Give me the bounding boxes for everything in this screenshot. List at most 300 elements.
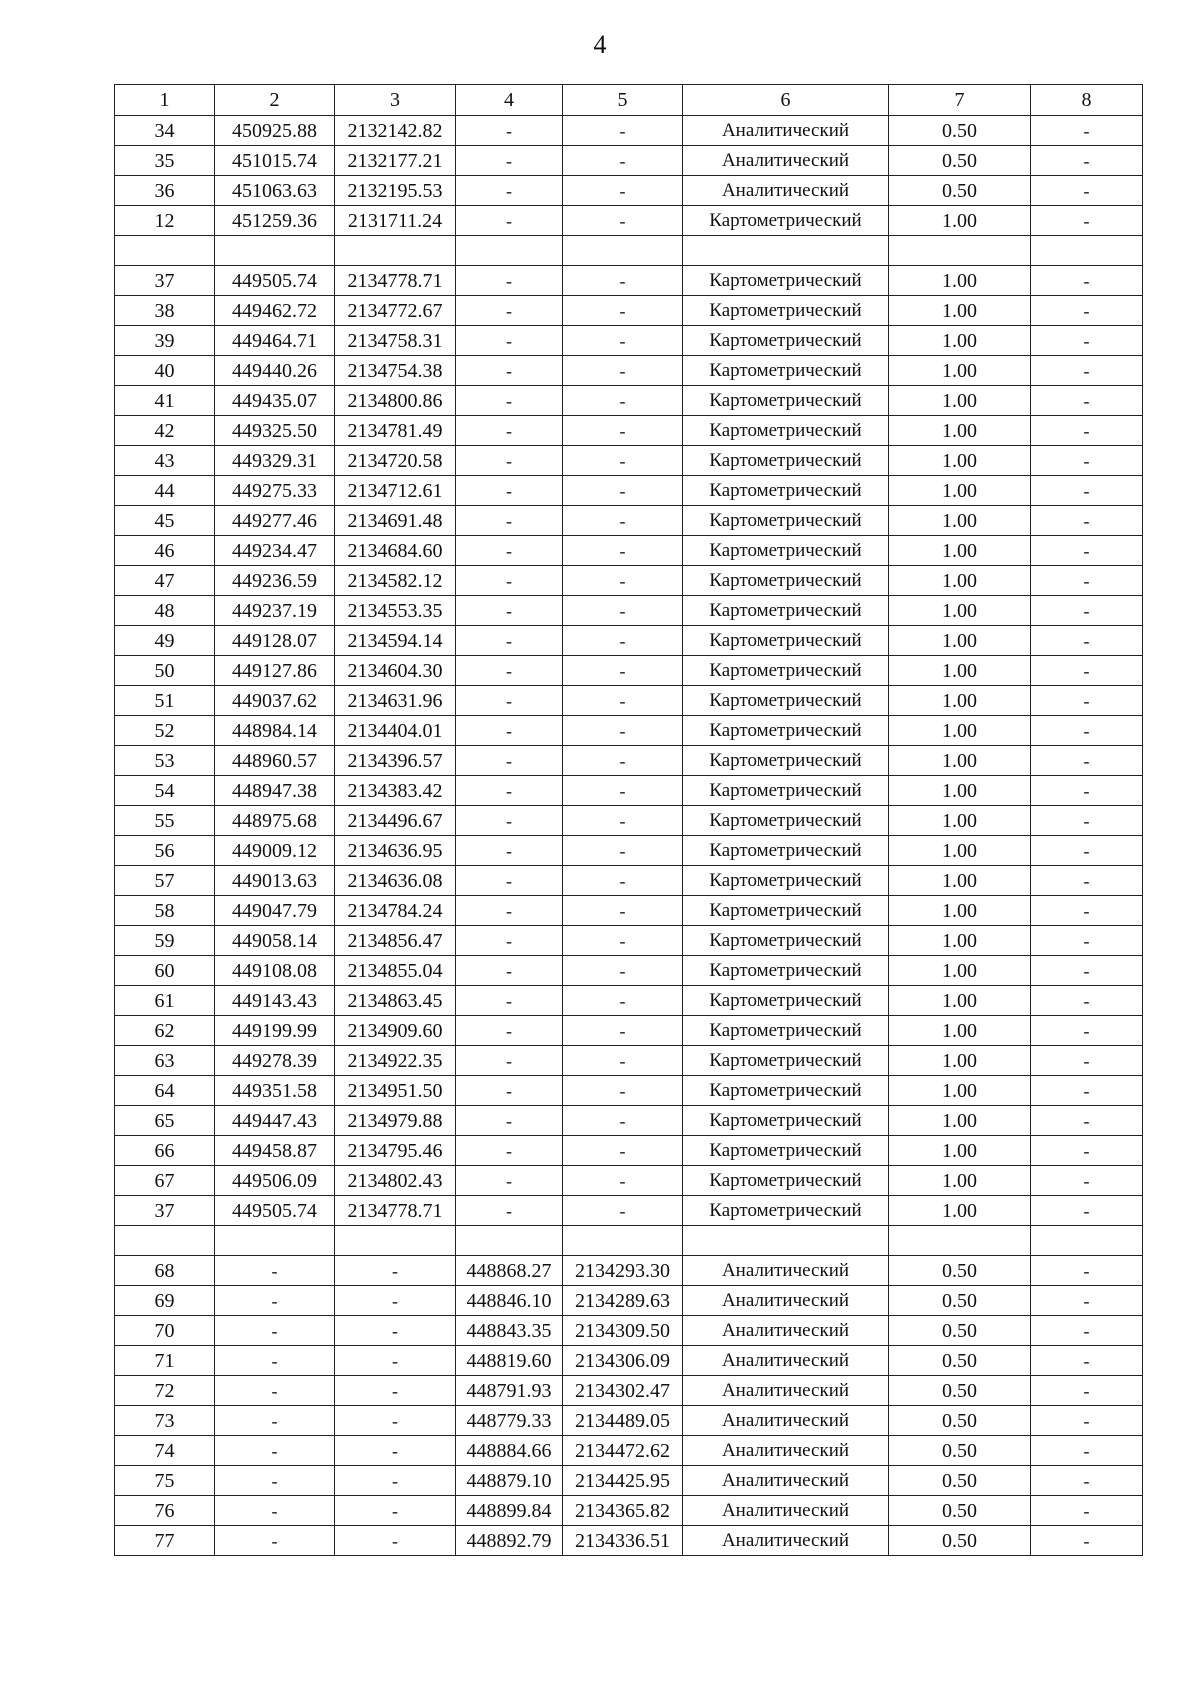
cell-accuracy: 1.00 — [889, 1166, 1031, 1196]
cell-point-number: 58 — [115, 896, 215, 926]
cell-y-new: - — [563, 896, 683, 926]
cell-accuracy: 1.00 — [889, 626, 1031, 656]
cell-y-existing: 2134856.47 — [335, 926, 456, 956]
table-row — [115, 1436, 1143, 1466]
cell-y-new: 2134293.30 — [563, 1256, 683, 1286]
cell-y-existing: 2134863.45 — [335, 986, 456, 1016]
cell-x-existing: 449329.31 — [215, 446, 335, 476]
cell-method: Картометрический — [683, 776, 889, 806]
cell-accuracy: 0.50 — [889, 1406, 1031, 1436]
cell-y-new: - — [563, 1106, 683, 1136]
cell-accuracy: 0.50 — [889, 1256, 1031, 1286]
cell-x-new: - — [456, 1106, 563, 1136]
table-row — [115, 1226, 1143, 1256]
cell-accuracy: 1.00 — [889, 326, 1031, 356]
table-row — [115, 386, 1143, 416]
cell-y-existing: 2134553.35 — [335, 596, 456, 626]
cell-y-existing: 2134800.86 — [335, 386, 456, 416]
cell-point-number: 53 — [115, 746, 215, 776]
column-header-6: 6 — [683, 85, 889, 116]
cell-point-number: 42 — [115, 416, 215, 446]
cell-accuracy — [889, 1226, 1031, 1256]
cell-x-existing: 449108.08 — [215, 956, 335, 986]
cell-method — [683, 236, 889, 266]
cell-x-new: - — [456, 656, 563, 686]
cell-point-number: 44 — [115, 476, 215, 506]
cell-method: Картометрический — [683, 716, 889, 746]
cell-x-existing: 449435.07 — [215, 386, 335, 416]
cell-y-existing: 2134758.31 — [335, 326, 456, 356]
cell-accuracy: 0.50 — [889, 1316, 1031, 1346]
header-row — [115, 85, 1143, 116]
cell-y-existing: 2134855.04 — [335, 956, 456, 986]
cell-note — [1031, 236, 1143, 266]
cell-y-new — [563, 236, 683, 266]
cell-accuracy: 1.00 — [889, 1196, 1031, 1226]
cell-accuracy: 1.00 — [889, 716, 1031, 746]
cell-point-number: 12 — [115, 206, 215, 236]
cell-method: Картометрический — [683, 566, 889, 596]
cell-x-new: - — [456, 146, 563, 176]
cell-x-existing: 448984.14 — [215, 716, 335, 746]
cell-x-existing: - — [215, 1496, 335, 1526]
cell-point-number: 43 — [115, 446, 215, 476]
cell-point-number: 77 — [115, 1526, 215, 1556]
cell-y-new: - — [563, 806, 683, 836]
cell-note: - — [1031, 386, 1143, 416]
cell-x-new: - — [456, 296, 563, 326]
cell-method: Аналитический — [683, 146, 889, 176]
cell-x-new: 448819.60 — [456, 1346, 563, 1376]
cell-note: - — [1031, 1166, 1143, 1196]
cell-point-number: 51 — [115, 686, 215, 716]
cell-note: - — [1031, 356, 1143, 386]
cell-note: - — [1031, 1196, 1143, 1226]
cell-x-new: - — [456, 116, 563, 146]
table-row — [115, 1316, 1143, 1346]
cell-x-new: 448884.66 — [456, 1436, 563, 1466]
table-row — [115, 536, 1143, 566]
table-row — [115, 1016, 1143, 1046]
cell-y-new: - — [563, 416, 683, 446]
cell-y-new: - — [563, 776, 683, 806]
cell-accuracy: 1.00 — [889, 896, 1031, 926]
cell-point-number: 56 — [115, 836, 215, 866]
cell-note: - — [1031, 836, 1143, 866]
cell-x-new: - — [456, 1046, 563, 1076]
cell-y-existing: - — [335, 1436, 456, 1466]
cell-accuracy: 1.00 — [889, 656, 1031, 686]
cell-y-new: - — [563, 1136, 683, 1166]
cell-point-number: 70 — [115, 1316, 215, 1346]
cell-x-new — [456, 236, 563, 266]
cell-y-existing: 2134691.48 — [335, 506, 456, 536]
cell-y-existing: 2134720.58 — [335, 446, 456, 476]
cell-x-new: - — [456, 1076, 563, 1106]
cell-x-existing: 449462.72 — [215, 296, 335, 326]
cell-point-number: 74 — [115, 1436, 215, 1466]
cell-y-new: - — [563, 266, 683, 296]
cell-note: - — [1031, 776, 1143, 806]
cell-accuracy: 0.50 — [889, 1346, 1031, 1376]
cell-note: - — [1031, 146, 1143, 176]
cell-y-existing: 2134802.43 — [335, 1166, 456, 1196]
cell-x-new: 448899.84 — [456, 1496, 563, 1526]
table-row — [115, 1256, 1143, 1286]
cell-accuracy: 0.50 — [889, 1286, 1031, 1316]
cell-x-new: - — [456, 746, 563, 776]
cell-note: - — [1031, 506, 1143, 536]
cell-accuracy: 1.00 — [889, 686, 1031, 716]
cell-y-existing: 2134754.38 — [335, 356, 456, 386]
table-row — [115, 506, 1143, 536]
cell-x-new: - — [456, 836, 563, 866]
cell-y-new: - — [563, 506, 683, 536]
cell-method: Картометрический — [683, 1136, 889, 1166]
cell-method: Картометрический — [683, 1046, 889, 1076]
cell-x-existing: 451063.63 — [215, 176, 335, 206]
cell-x-existing: - — [215, 1436, 335, 1466]
cell-accuracy: 1.00 — [889, 926, 1031, 956]
cell-accuracy: 1.00 — [889, 986, 1031, 1016]
cell-y-new: 2134309.50 — [563, 1316, 683, 1346]
cell-y-existing: 2134772.67 — [335, 296, 456, 326]
cell-y-new — [563, 1226, 683, 1256]
cell-y-new: - — [563, 1076, 683, 1106]
cell-x-new: 448779.33 — [456, 1406, 563, 1436]
cell-y-new: - — [563, 1016, 683, 1046]
cell-x-new: - — [456, 1136, 563, 1166]
cell-method: Картометрический — [683, 1076, 889, 1106]
table-row — [115, 926, 1143, 956]
cell-y-new: - — [563, 176, 683, 206]
cell-accuracy: 1.00 — [889, 596, 1031, 626]
cell-x-new: 448791.93 — [456, 1376, 563, 1406]
table-row — [115, 746, 1143, 776]
table-row — [115, 476, 1143, 506]
cell-point-number: 76 — [115, 1496, 215, 1526]
cell-method: Картометрический — [683, 296, 889, 326]
cell-note: - — [1031, 1496, 1143, 1526]
cell-note: - — [1031, 1466, 1143, 1496]
cell-y-new: - — [563, 1166, 683, 1196]
cell-x-new: 448843.35 — [456, 1316, 563, 1346]
cell-method: Картометрический — [683, 746, 889, 776]
cell-note: - — [1031, 476, 1143, 506]
cell-x-new — [456, 1226, 563, 1256]
cell-accuracy: 1.00 — [889, 1106, 1031, 1136]
table-row — [115, 1196, 1143, 1226]
cell-y-new: - — [563, 836, 683, 866]
cell-point-number: 72 — [115, 1376, 215, 1406]
cell-note: - — [1031, 1526, 1143, 1556]
cell-method: Картометрический — [683, 866, 889, 896]
cell-note: - — [1031, 716, 1143, 746]
cell-x-new: - — [456, 686, 563, 716]
cell-accuracy: 1.00 — [889, 806, 1031, 836]
cell-x-new: - — [456, 1016, 563, 1046]
cell-x-new: - — [456, 206, 563, 236]
cell-method: Картометрический — [683, 926, 889, 956]
cell-x-new: 448846.10 — [456, 1286, 563, 1316]
cell-x-new: - — [456, 416, 563, 446]
cell-x-existing: 448975.68 — [215, 806, 335, 836]
table-row — [115, 806, 1143, 836]
cell-note: - — [1031, 596, 1143, 626]
cell-point-number: 38 — [115, 296, 215, 326]
cell-x-existing: 449505.74 — [215, 1196, 335, 1226]
cell-point-number: 71 — [115, 1346, 215, 1376]
cell-x-existing: - — [215, 1526, 335, 1556]
cell-note: - — [1031, 1106, 1143, 1136]
cell-y-new: - — [563, 536, 683, 566]
coordinates-table — [114, 84, 1143, 1556]
cell-accuracy: 0.50 — [889, 176, 1031, 206]
cell-x-new: - — [456, 956, 563, 986]
cell-y-new: - — [563, 926, 683, 956]
cell-x-existing: - — [215, 1406, 335, 1436]
cell-x-existing: 449013.63 — [215, 866, 335, 896]
cell-y-new: - — [563, 956, 683, 986]
table-row — [115, 986, 1143, 1016]
cell-point-number: 54 — [115, 776, 215, 806]
cell-point-number: 60 — [115, 956, 215, 986]
table-row — [115, 836, 1143, 866]
cell-x-new: - — [456, 326, 563, 356]
cell-method: Аналитический — [683, 1526, 889, 1556]
cell-x-existing: 449037.62 — [215, 686, 335, 716]
cell-point-number: 48 — [115, 596, 215, 626]
cell-accuracy: 1.00 — [889, 446, 1031, 476]
cell-x-new: 448879.10 — [456, 1466, 563, 1496]
cell-point-number: 49 — [115, 626, 215, 656]
cell-note: - — [1031, 1016, 1143, 1046]
cell-y-existing: 2134712.61 — [335, 476, 456, 506]
cell-y-existing: 2134631.96 — [335, 686, 456, 716]
cell-y-existing: - — [335, 1286, 456, 1316]
cell-method: Картометрический — [683, 356, 889, 386]
cell-y-existing: 2134979.88 — [335, 1106, 456, 1136]
column-header-8: 8 — [1031, 85, 1143, 116]
cell-y-existing: - — [335, 1316, 456, 1346]
cell-method: Аналитический — [683, 1256, 889, 1286]
cell-x-existing: 449505.74 — [215, 266, 335, 296]
cell-point-number: 35 — [115, 146, 215, 176]
cell-x-existing: 449458.87 — [215, 1136, 335, 1166]
cell-accuracy: 1.00 — [889, 866, 1031, 896]
cell-method: Картометрический — [683, 1016, 889, 1046]
cell-y-new: - — [563, 476, 683, 506]
cell-note: - — [1031, 1046, 1143, 1076]
cell-method: Картометрический — [683, 1166, 889, 1196]
cell-y-existing: 2134636.08 — [335, 866, 456, 896]
cell-y-existing: 2134922.35 — [335, 1046, 456, 1076]
cell-note: - — [1031, 686, 1143, 716]
cell-note — [1031, 1226, 1143, 1256]
cell-y-existing: - — [335, 1466, 456, 1496]
cell-point-number: 66 — [115, 1136, 215, 1166]
table-row — [115, 1346, 1143, 1376]
cell-y-new: - — [563, 566, 683, 596]
cell-note: - — [1031, 1436, 1143, 1466]
cell-note: - — [1031, 1376, 1143, 1406]
cell-x-new: - — [456, 266, 563, 296]
table-row — [115, 686, 1143, 716]
cell-point-number: 52 — [115, 716, 215, 746]
cell-accuracy: 0.50 — [889, 146, 1031, 176]
table-row — [115, 116, 1143, 146]
cell-x-existing: 449506.09 — [215, 1166, 335, 1196]
table-row — [115, 1526, 1143, 1556]
table-row — [115, 206, 1143, 236]
cell-y-new: - — [563, 146, 683, 176]
cell-y-new: 2134365.82 — [563, 1496, 683, 1526]
cell-x-existing: 448960.57 — [215, 746, 335, 776]
cell-accuracy: 0.50 — [889, 1526, 1031, 1556]
cell-method: Аналитический — [683, 1376, 889, 1406]
cell-x-new: - — [456, 596, 563, 626]
cell-method: Картометрический — [683, 386, 889, 416]
cell-note: - — [1031, 266, 1143, 296]
cell-point-number: 40 — [115, 356, 215, 386]
cell-y-new: - — [563, 356, 683, 386]
cell-note: - — [1031, 176, 1143, 206]
cell-point-number: 39 — [115, 326, 215, 356]
cell-method: Аналитический — [683, 1496, 889, 1526]
cell-y-new: - — [563, 596, 683, 626]
cell-y-existing: - — [335, 1376, 456, 1406]
cell-x-existing: 450925.88 — [215, 116, 335, 146]
table-row — [115, 326, 1143, 356]
cell-x-existing: 451015.74 — [215, 146, 335, 176]
cell-y-new: 2134289.63 — [563, 1286, 683, 1316]
cell-x-new: - — [456, 356, 563, 386]
cell-y-existing: 2134383.42 — [335, 776, 456, 806]
column-header-5: 5 — [563, 85, 683, 116]
cell-point-number — [115, 236, 215, 266]
cell-accuracy: 0.50 — [889, 1496, 1031, 1526]
cell-accuracy: 1.00 — [889, 1046, 1031, 1076]
cell-accuracy: 1.00 — [889, 746, 1031, 776]
cell-y-existing: 2134684.60 — [335, 536, 456, 566]
table-row — [115, 596, 1143, 626]
cell-y-existing: 2134778.71 — [335, 1196, 456, 1226]
cell-point-number: 37 — [115, 266, 215, 296]
cell-x-new: - — [456, 866, 563, 896]
cell-y-new: - — [563, 206, 683, 236]
table-row — [115, 716, 1143, 746]
cell-x-existing: 449236.59 — [215, 566, 335, 596]
cell-accuracy: 1.00 — [889, 536, 1031, 566]
cell-x-existing: 449127.86 — [215, 656, 335, 686]
cell-x-new: - — [456, 1196, 563, 1226]
cell-x-existing: 449009.12 — [215, 836, 335, 866]
cell-accuracy: 1.00 — [889, 1136, 1031, 1166]
cell-note: - — [1031, 1406, 1143, 1436]
cell-x-existing — [215, 1226, 335, 1256]
cell-note: - — [1031, 206, 1143, 236]
cell-x-new: - — [456, 806, 563, 836]
cell-method: Картометрический — [683, 1106, 889, 1136]
table-row — [115, 776, 1143, 806]
cell-x-existing: 449143.43 — [215, 986, 335, 1016]
cell-y-existing: 2134784.24 — [335, 896, 456, 926]
cell-x-new: - — [456, 536, 563, 566]
cell-method: Картометрический — [683, 536, 889, 566]
cell-y-existing: - — [335, 1406, 456, 1436]
cell-note: - — [1031, 806, 1143, 836]
cell-note: - — [1031, 626, 1143, 656]
cell-method: Картометрический — [683, 1196, 889, 1226]
cell-x-existing: - — [215, 1376, 335, 1406]
table-row — [115, 1136, 1143, 1166]
cell-y-existing — [335, 236, 456, 266]
cell-accuracy: 1.00 — [889, 206, 1031, 236]
cell-method: Аналитический — [683, 1286, 889, 1316]
cell-point-number: 36 — [115, 176, 215, 206]
cell-method — [683, 1226, 889, 1256]
cell-accuracy: 0.50 — [889, 1436, 1031, 1466]
cell-method: Картометрический — [683, 806, 889, 836]
cell-x-existing: 449325.50 — [215, 416, 335, 446]
cell-method: Картометрический — [683, 986, 889, 1016]
cell-y-existing: 2134396.57 — [335, 746, 456, 776]
cell-accuracy: 1.00 — [889, 1076, 1031, 1106]
cell-accuracy: 1.00 — [889, 266, 1031, 296]
cell-note: - — [1031, 1346, 1143, 1376]
cell-note: - — [1031, 116, 1143, 146]
cell-y-existing: 2134778.71 — [335, 266, 456, 296]
table-row — [115, 866, 1143, 896]
cell-y-new: - — [563, 746, 683, 776]
cell-method: Аналитический — [683, 1406, 889, 1436]
cell-x-existing: 449058.14 — [215, 926, 335, 956]
cell-accuracy: 1.00 — [889, 356, 1031, 386]
cell-point-number: 34 — [115, 116, 215, 146]
cell-x-new: - — [456, 926, 563, 956]
page-number: 4 — [593, 30, 607, 59]
cell-method: Картометрический — [683, 446, 889, 476]
cell-y-new: - — [563, 866, 683, 896]
cell-method: Аналитический — [683, 1466, 889, 1496]
cell-x-existing: - — [215, 1256, 335, 1286]
table-row — [115, 1076, 1143, 1106]
cell-note: - — [1031, 1286, 1143, 1316]
cell-y-new: 2134425.95 — [563, 1466, 683, 1496]
table-row — [115, 1286, 1143, 1316]
cell-x-new: - — [456, 1166, 563, 1196]
cell-y-new: - — [563, 386, 683, 416]
column-header-3: 3 — [335, 85, 456, 116]
cell-method: Картометрический — [683, 626, 889, 656]
table-header — [115, 85, 1143, 116]
cell-method: Аналитический — [683, 176, 889, 206]
table-row — [115, 266, 1143, 296]
cell-point-number: 50 — [115, 656, 215, 686]
cell-y-new: - — [563, 1046, 683, 1076]
table-row — [115, 296, 1143, 326]
cell-y-new: - — [563, 296, 683, 326]
cell-note: - — [1031, 566, 1143, 596]
cell-point-number: 63 — [115, 1046, 215, 1076]
cell-y-existing: 2134795.46 — [335, 1136, 456, 1166]
table-row — [115, 356, 1143, 386]
cell-x-new: - — [456, 716, 563, 746]
cell-point-number: 55 — [115, 806, 215, 836]
cell-x-existing: 449234.47 — [215, 536, 335, 566]
cell-point-number: 65 — [115, 1106, 215, 1136]
cell-note: - — [1031, 536, 1143, 566]
